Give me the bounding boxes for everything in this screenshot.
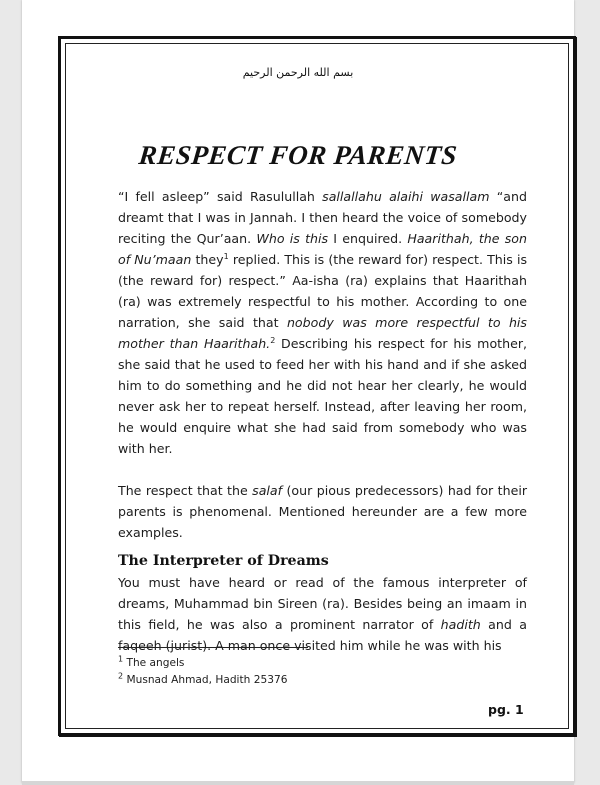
footnote-item: $^1$ The angels [118, 654, 185, 669]
document-page [22, 0, 574, 783]
page-title: RESPECT FOR PARENTS [137, 140, 459, 170]
body-content [118, 186, 527, 656]
bismillah-heading: بسم الله الرحمن الرحيم [242, 66, 354, 79]
page-number: pg. 1 [488, 702, 524, 717]
footnote-ref-1: 1 [223, 251, 229, 261]
footnote-ref-2: 2 [270, 335, 276, 345]
section-heading: The Interpreter of Dreams [118, 553, 329, 569]
paragraph-1: “I fell asleep” said Rasulullah sallallahu alaihi wasallam “and dreamt that I was in Jannah. I then heard the voice of somebody reciting the Qur’aan. Who is this I enquired. Haarithah, the son of Nu’maan they$^1$ replied. This is (the reward for) respect. This is (the reward for) respect.” Aa-isha (ra) explains that Haarithah (ra) was extremely respectful to his mother. According to one narration, she said that nobody was more respectful to his mother than Haarithah.$^2$ Describing his respect for his mother, she said that he used to feed her with his hand and if she asked him to do something and he did not hear her clearly, he would never ask her to repeat herself. Instead, after leaving her room, he would enquire what she had said from somebody who was with her. [118, 189, 528, 456]
footnotes [118, 655, 287, 689]
paragraph-2: The respect that the salaf (our pious predecessors) had for their parents is phenomenal. Mentioned hereunder are a few more examples. [118, 483, 527, 540]
footnote-item: $^2$ Musnad Ahmad, Hadith 25376 [118, 671, 288, 686]
page-shadow [22, 781, 574, 785]
paragraph-3: You must have heard or read of the famous interpreter of dreams, Muhammad bin Sireen (ra). Besides being an imaam in this field, he was also a prominent narrator of hadith and a faqeeh (jurist). A man once visited him while he was with his [118, 575, 527, 653]
footnote-separator [118, 647, 308, 648]
